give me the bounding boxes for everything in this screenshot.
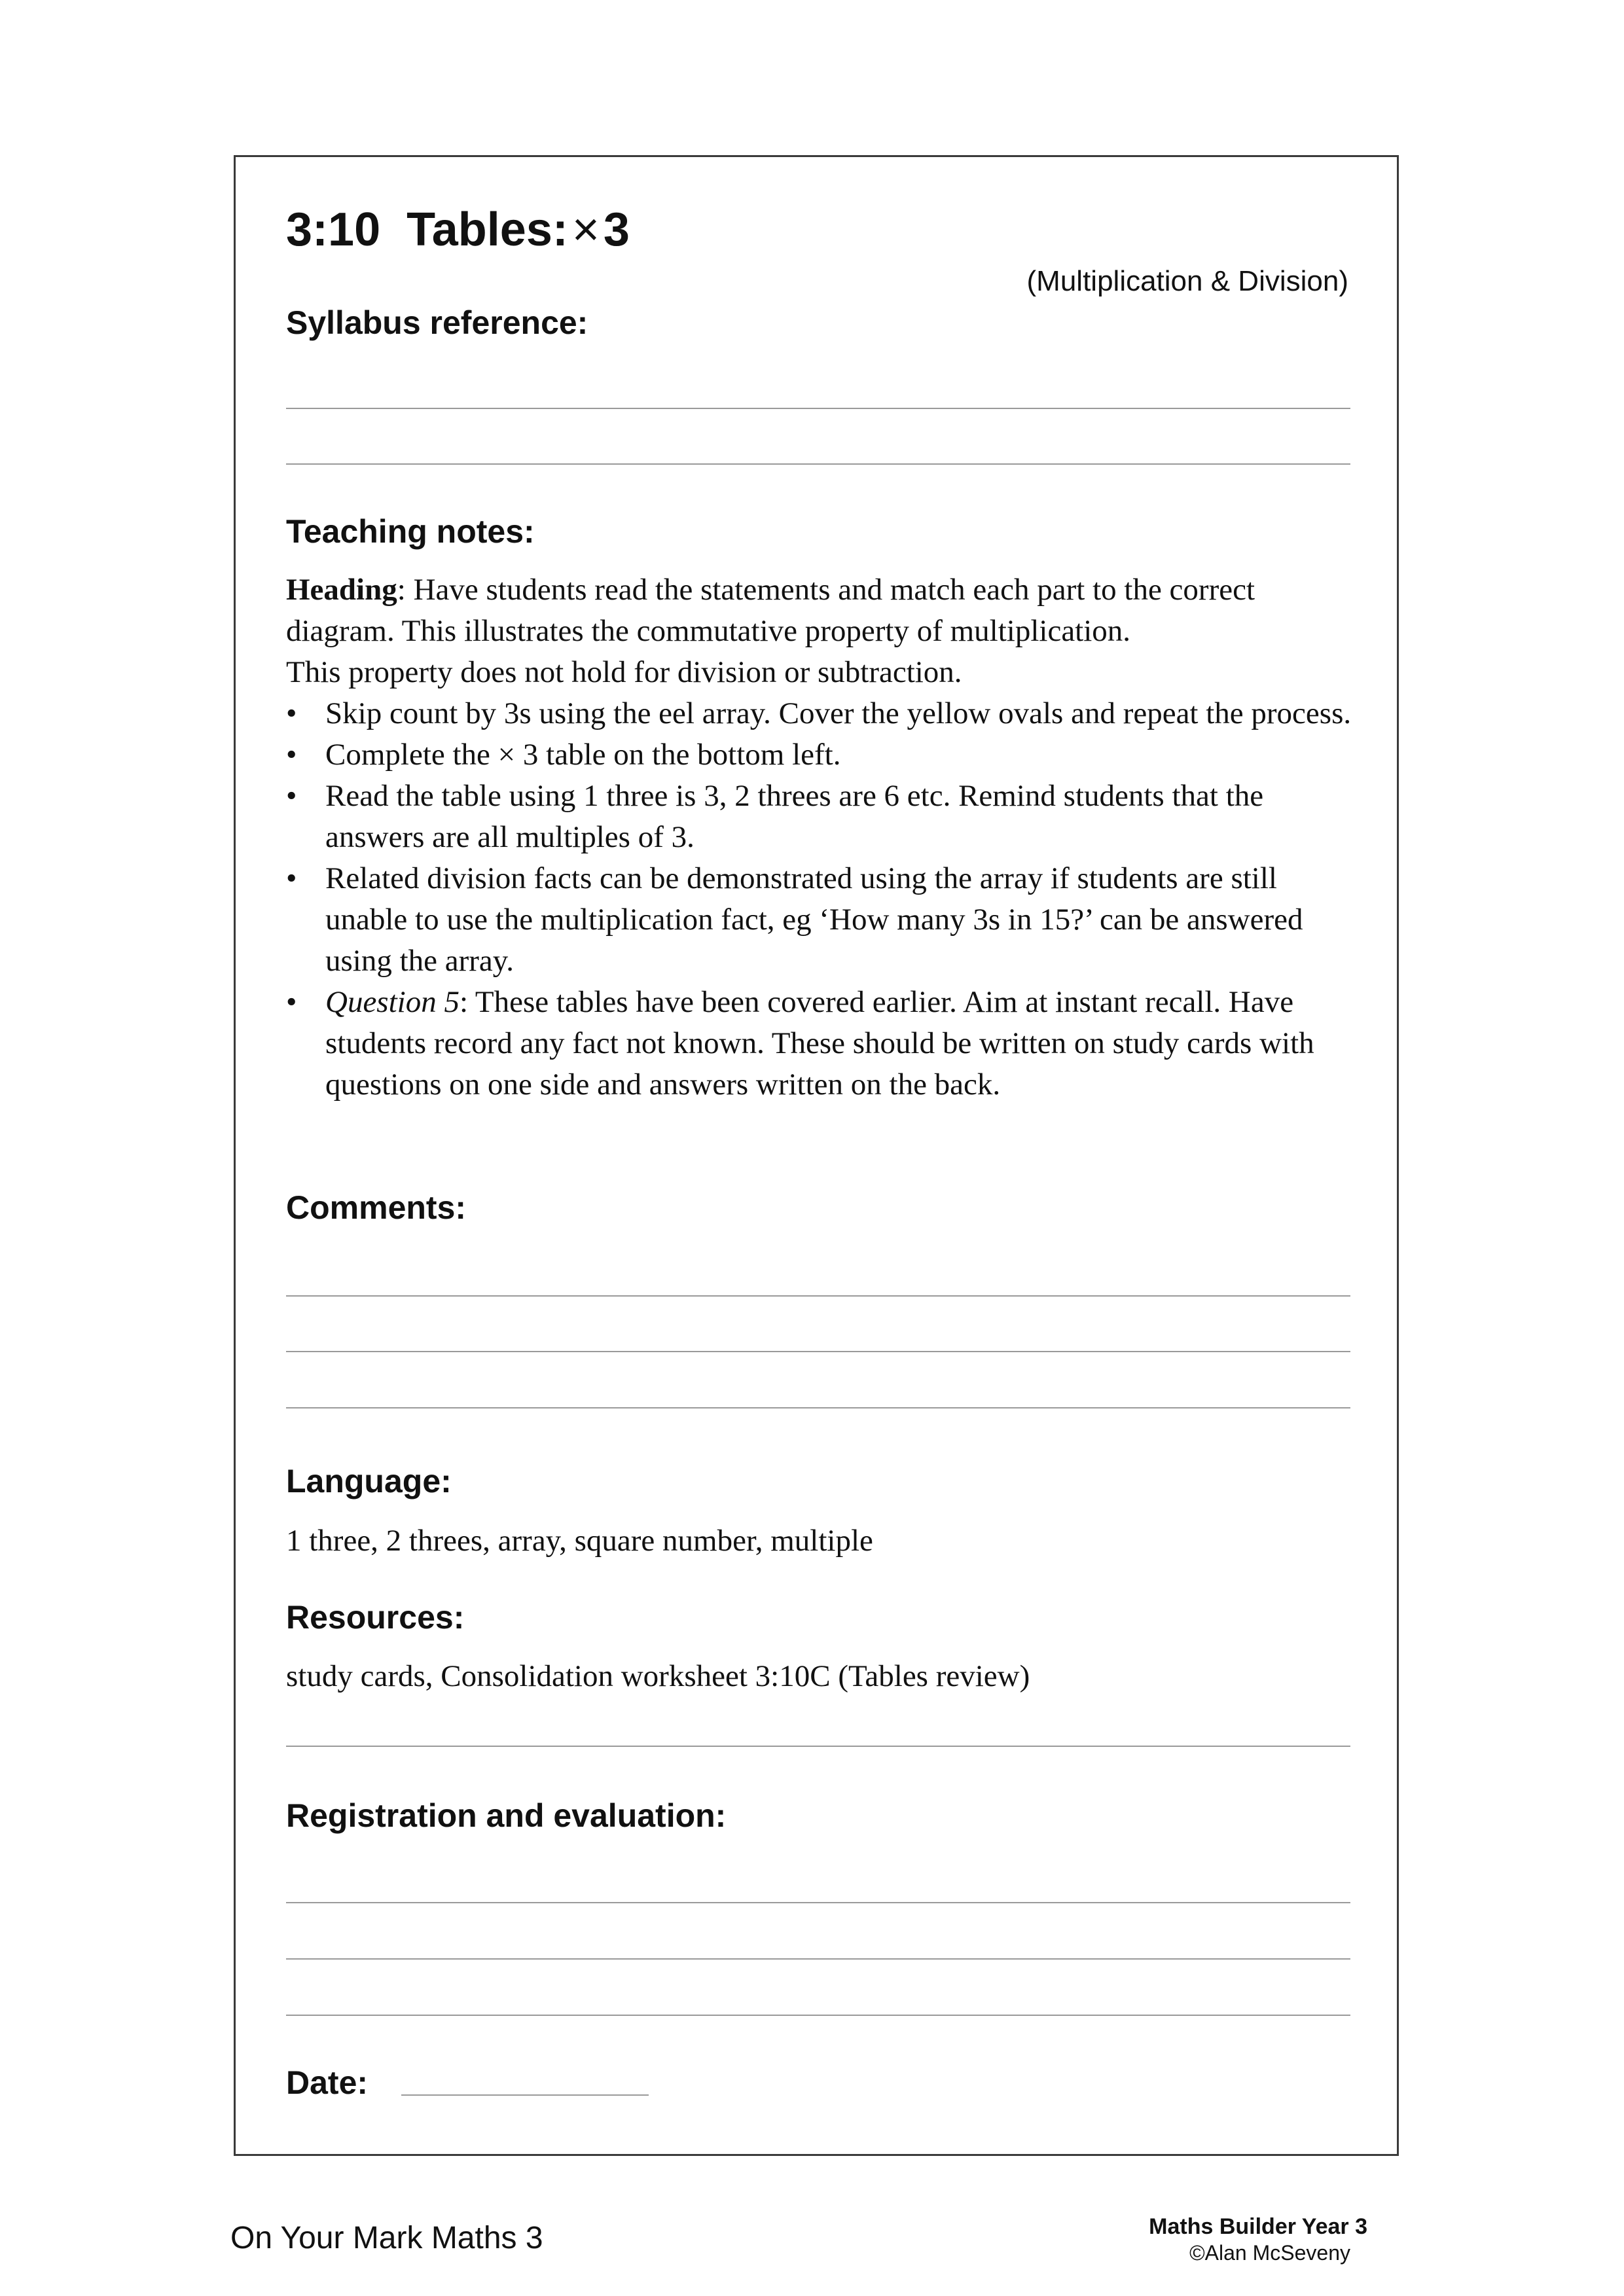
bullet-glyph: •	[286, 779, 297, 813]
footer-series-title: On Your Mark Maths 3	[230, 2221, 543, 2255]
title-text: Tables:	[406, 204, 568, 256]
bullet-text: : These tables have been covered earlier. Aim at instant recall. Have students record any fact not known. These should be written on study cards with questions on one side and answers written on the back.	[325, 985, 1314, 1102]
bullet-text: Skip count by 3s using the eel array. Cover the yellow ovals and repeat the process.	[325, 696, 1352, 730]
list-item	[286, 858, 1360, 982]
comments-heading: Comments:	[286, 1189, 467, 1226]
resources-text: study cards, Consolidation worksheet 3:10C (Tables review)	[286, 1659, 1030, 1693]
list-item	[286, 982, 1360, 1105]
notes-intro-line2: This property does not hold for division or subtraction.	[286, 655, 962, 689]
language-heading: Language:	[286, 1463, 452, 1499]
strand-label: (Multiplication & Division)	[1026, 265, 1348, 297]
registration-line-1	[286, 1902, 1350, 1903]
times-symbol: ×	[571, 204, 600, 256]
notes-intro-text: : Have students read the statements and match each part to the correct diagram. This illustrates the commutative property of multiplication.	[286, 573, 1255, 648]
registration-heading: Registration and evaluation:	[286, 1797, 727, 1834]
bullet-glyph: •	[286, 696, 297, 730]
teaching-notes-body	[286, 569, 1360, 1105]
footer-copyright: ©Alan McSeveny	[1189, 2240, 1350, 2265]
syllabus-line-2	[286, 463, 1350, 465]
comments-line-1	[286, 1295, 1350, 1297]
bullet-italic: Question 5	[325, 985, 460, 1019]
resources-heading: Resources:	[286, 1599, 465, 1636]
list-item	[286, 693, 1360, 734]
registration-line-3	[286, 2015, 1350, 2016]
footer-book-title: Maths Builder Year 3	[1149, 2214, 1367, 2239]
registration-line-2	[286, 1958, 1350, 1960]
bullet-text: Related division facts can be demonstrated using the array if students are still unable to use the multiplication fact, eg ‘How many 3s in 15?’ can be answered using the array.	[325, 861, 1303, 978]
bullet-glyph: •	[286, 738, 297, 772]
bullet-glyph: •	[286, 861, 297, 895]
comments-line-2	[286, 1351, 1350, 1352]
resources-line	[286, 1746, 1350, 1747]
syllabus-line-1	[286, 408, 1350, 409]
notes-intro	[286, 569, 1360, 652]
lesson-number: 3:10	[286, 204, 381, 256]
teaching-notes-heading: Teaching notes:	[286, 513, 535, 550]
bullet-text: Complete the × 3 table on the bottom left.	[325, 738, 841, 772]
date-label: Date:	[286, 2064, 369, 2101]
notes-bullet-list	[286, 693, 1360, 1105]
title-factor: 3	[603, 204, 630, 256]
list-item	[286, 776, 1360, 858]
footer-credits	[1149, 2214, 1367, 2265]
notes-intro-bold: Heading	[286, 573, 397, 607]
list-item	[286, 734, 1360, 776]
comments-line-3	[286, 1407, 1350, 1408]
page-title	[286, 204, 630, 256]
syllabus-heading: Syllabus reference:	[286, 304, 588, 341]
page-frame	[234, 155, 1399, 2156]
bullet-glyph: •	[286, 985, 297, 1019]
bullet-text: Read the table using 1 three is 3, 2 threes are 6 etc. Remind students that the answers are all multiples of 3.	[325, 779, 1264, 854]
language-text: 1 three, 2 threes, array, square number, multiple	[286, 1524, 873, 1558]
date-field-line	[401, 2094, 649, 2096]
